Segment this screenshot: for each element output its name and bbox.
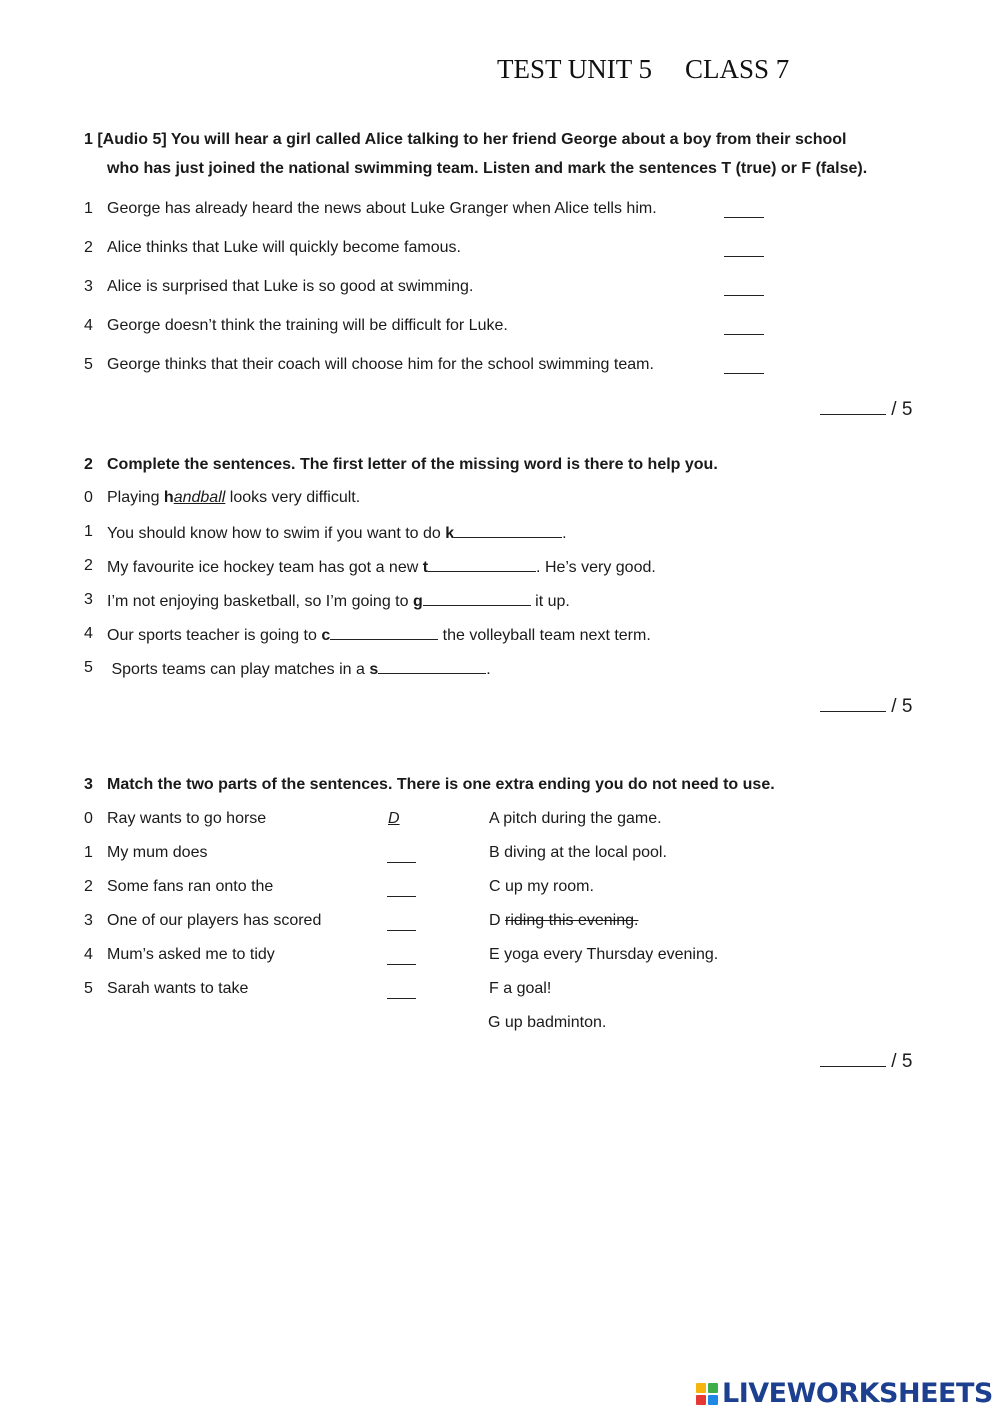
- liveworksheets-logo-icon: [696, 1383, 718, 1405]
- item-number: 0: [84, 810, 93, 827]
- ending-text: up my room.: [505, 878, 594, 895]
- item-text: Alice thinks that Luke will quickly become famous.: [107, 239, 461, 256]
- sentence-start: Playing: [107, 489, 164, 506]
- item-number: 5: [84, 980, 93, 997]
- true-false-blank[interactable]: [724, 278, 764, 296]
- liveworksheets-logo: [696, 1378, 993, 1409]
- first-letter: k: [445, 525, 455, 542]
- true-false-blank[interactable]: [724, 200, 764, 218]
- item-text: George thinks that their coach will choose him for the school swimming team.: [107, 356, 654, 373]
- example-answer: andball: [173, 489, 226, 506]
- sentence-end: the volleyball team next term.: [438, 627, 651, 644]
- match-ending: [489, 844, 667, 862]
- match-answer-blank[interactable]: [387, 914, 416, 931]
- first-letter: h: [163, 489, 174, 506]
- item-sentence: [107, 557, 656, 577]
- ending-text: diving at the local pool.: [504, 844, 667, 861]
- ending-letter: F: [489, 980, 499, 997]
- item-number: 3: [84, 912, 93, 929]
- section2-number: 2: [84, 456, 93, 473]
- word-blank[interactable]: [330, 625, 438, 640]
- ending-letter: G: [488, 1014, 501, 1031]
- item-number: 3: [84, 591, 93, 608]
- ending-text: up badminton.: [504, 1014, 607, 1031]
- item-number: 4: [84, 625, 93, 642]
- item-sentence: [107, 591, 570, 611]
- match-answer-blank[interactable]: [387, 948, 416, 965]
- section2-instruction: Complete the sentences. The first letter of the missing word is there to help you.: [107, 456, 718, 473]
- word-blank[interactable]: [423, 591, 531, 606]
- score-total: / 5: [891, 1051, 913, 1072]
- item-text: George has already heard the news about Luke Granger when Alice tells him.: [107, 200, 657, 217]
- true-false-blank[interactable]: [724, 317, 764, 335]
- item-number: 1: [84, 844, 93, 861]
- logo-text: LIVEWORKSHEETS: [722, 1378, 993, 1409]
- word-blank[interactable]: [428, 557, 536, 572]
- section1-score: [820, 396, 912, 421]
- section3-score: [820, 1048, 912, 1073]
- word-blank[interactable]: [454, 523, 562, 538]
- section1-instruction-line2: who has just joined the national swimming team. Listen and mark the sentences T (true) or F (false).: [107, 160, 868, 177]
- sentence-end: looks very difficult.: [225, 489, 361, 506]
- test-title: TEST UNIT 5: [497, 54, 652, 84]
- example-answer: D: [388, 810, 400, 827]
- sentence-start: Ray wants to go horse: [107, 810, 267, 827]
- item-text: George doesn’t think the training will be difficult for Luke.: [107, 317, 508, 334]
- item-number: 1: [84, 200, 93, 217]
- first-letter: c: [321, 627, 331, 644]
- item-sentence: [107, 625, 651, 645]
- first-letter: t: [422, 559, 429, 576]
- section3-number: 3: [84, 776, 93, 793]
- item-number: 4: [84, 317, 93, 334]
- ending-text-crossed-out: riding this evening.: [505, 912, 639, 929]
- item-number: 4: [84, 946, 93, 963]
- item-number: 3: [84, 278, 93, 295]
- sentence-end: .: [562, 525, 567, 542]
- sentence-start: Sarah wants to take: [107, 980, 249, 997]
- match-answer-blank[interactable]: [387, 982, 416, 999]
- item-number: 2: [84, 878, 93, 895]
- match-ending: [488, 1014, 606, 1032]
- true-false-blank[interactable]: [724, 356, 764, 374]
- logo-tile: [708, 1395, 718, 1405]
- item-sentence: [107, 523, 567, 543]
- item-number: 5: [84, 659, 93, 676]
- match-ending: [489, 878, 594, 896]
- sentence-end: it up.: [530, 593, 570, 610]
- sentence-start: Sports teams can play matches in a: [107, 661, 370, 678]
- logo-tile: [708, 1383, 718, 1393]
- ending-text: yoga every Thursday evening.: [504, 946, 719, 963]
- sentence-end: .: [486, 661, 491, 678]
- section2-score: [820, 693, 912, 718]
- match-ending: [489, 980, 551, 998]
- score-blank[interactable]: [820, 1048, 886, 1067]
- ending-letter: D: [489, 912, 501, 929]
- score-blank[interactable]: [820, 693, 886, 712]
- logo-tile: [696, 1395, 706, 1405]
- item-number: 2: [84, 239, 93, 256]
- match-answer-blank[interactable]: [387, 880, 416, 897]
- match-ending: [489, 946, 718, 964]
- match-answer-blank[interactable]: [387, 846, 416, 863]
- word-blank[interactable]: [378, 659, 486, 674]
- item-sentence: [107, 659, 491, 679]
- sentence-start: My mum does: [107, 844, 208, 861]
- score-total: / 5: [891, 399, 913, 420]
- item-text: Alice is surprised that Luke is so good at swimming.: [107, 278, 474, 295]
- class-label: CLASS 7: [685, 54, 790, 84]
- ending-text: pitch during the game.: [503, 810, 662, 827]
- ending-letter: C: [489, 878, 501, 895]
- true-false-blank[interactable]: [724, 239, 764, 257]
- match-ending: [489, 810, 662, 828]
- sentence-start: Mum’s asked me to tidy: [107, 946, 275, 963]
- sentence-start: One of our players has scored: [107, 912, 322, 929]
- item-number: 2: [84, 557, 93, 574]
- sentence-end: . He’s very good.: [536, 559, 656, 576]
- sentence-start: Our sports teacher is going to: [107, 627, 322, 644]
- first-letter: s: [369, 661, 379, 678]
- item-number: 1: [84, 523, 93, 540]
- first-letter: g: [412, 593, 423, 610]
- score-blank[interactable]: [820, 396, 886, 415]
- logo-tile: [696, 1383, 706, 1393]
- sentence-start: My favourite ice hockey team has got a new: [107, 559, 423, 576]
- section1-instruction-line1: 1 [Audio 5] You will hear a girl called Alice talking to her friend George about a boy from their school: [84, 131, 847, 148]
- section3-instruction: Match the two parts of the sentences. There is one extra ending you do not need to use.: [107, 776, 775, 793]
- score-total: / 5: [891, 696, 913, 717]
- item-number: 5: [84, 356, 93, 373]
- sentence-start: Some fans ran onto the: [107, 878, 274, 895]
- sentence-start: I’m not enjoying basketball, so I’m going to: [107, 593, 413, 610]
- ending-text: a goal!: [503, 980, 552, 997]
- item-sentence: [107, 489, 360, 507]
- item-number: 0: [84, 489, 93, 506]
- match-ending: [489, 912, 638, 930]
- ending-letter: B: [489, 844, 500, 861]
- ending-letter: A: [489, 810, 499, 827]
- ending-letter: E: [489, 946, 500, 963]
- sentence-start: You should know how to swim if you want to do: [107, 525, 446, 542]
